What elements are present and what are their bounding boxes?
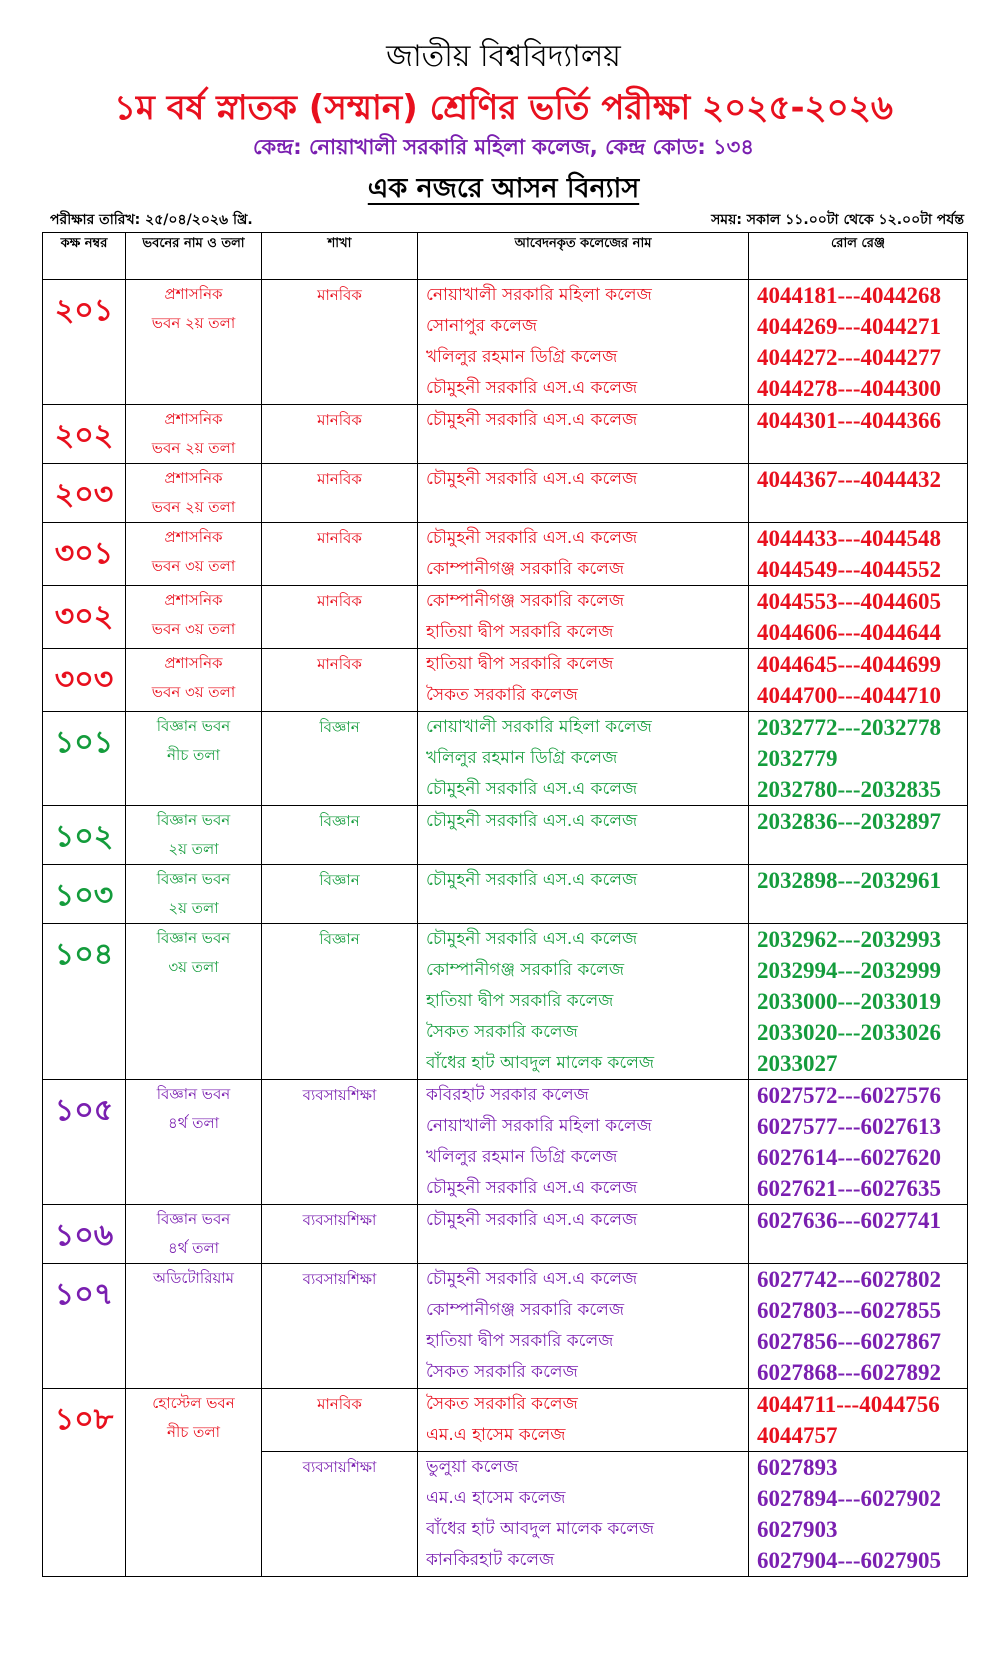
seat-plan-heading [0, 168, 1007, 213]
building-line: অডিটোরিয়াম [153, 1269, 234, 1287]
room-number: ৩০২ [43, 586, 126, 649]
branch: বিজ্ঞান [262, 712, 418, 806]
college-name: চৌমুহনী সরকারি এস.এ কলেজ [426, 378, 638, 398]
roll-range-list [749, 649, 968, 712]
college-name: ভুলুয়া কলেজ [426, 1457, 519, 1477]
building-line: ৩য় তলা [168, 958, 219, 976]
roll-range: 6027868---6027892 [757, 1360, 941, 1385]
room-number: ১০৫ [43, 1080, 126, 1205]
roll-range: 4044433---4044548 [757, 526, 941, 551]
college-name: সৈকত সরকারি কলেজ [426, 1394, 578, 1414]
branch: বিজ্ঞান [262, 865, 418, 924]
college-list [418, 712, 749, 806]
college-name: সোনাপুর কলেজ [426, 316, 538, 336]
roll-range: 2032962---2032993 [757, 927, 941, 952]
table-row [43, 865, 968, 924]
college-list [418, 865, 749, 924]
building-line: ২য় তলা [168, 899, 219, 917]
roll-range: 4044181---4044268 [757, 283, 941, 308]
building-floor [126, 1080, 262, 1205]
university-name: জাতীয় বিশ্ববিদ্যালয় [386, 39, 621, 74]
college-name: চৌমুহনী সরকারি এস.এ কলেজ [426, 469, 638, 489]
college-name: চৌমুহনী সরকারি এস.এ কলেজ [426, 410, 638, 430]
roll-range: 6027577---6027613 [757, 1114, 941, 1139]
room-number: ১০৭ [43, 1264, 126, 1389]
building-line: প্রশাসনিক [164, 410, 223, 428]
building-line: ৪র্থ তলা [168, 1239, 219, 1257]
college-list [418, 1080, 749, 1205]
college-name: চৌমুহনী সরকারি এস.এ কলেজ [426, 811, 638, 831]
college-list [418, 806, 749, 865]
college-list [418, 924, 749, 1080]
table-row [43, 1264, 968, 1389]
building-line: বিজ্ঞান ভবন [156, 870, 231, 888]
building-floor [126, 1389, 262, 1577]
building-line: ভবন ২য় তলা [151, 439, 236, 457]
roll-range: 2032780---2032835 [757, 777, 941, 802]
building-floor [126, 280, 262, 405]
building-floor [126, 464, 262, 523]
building-floor [126, 523, 262, 586]
roll-range-list [749, 924, 968, 1080]
building-floor [126, 712, 262, 806]
room-number: ১০৩ [43, 865, 126, 924]
college-name: হাতিয়া দ্বীপ সরকারি কলেজ [426, 1331, 614, 1351]
seat-plan-title: এক নজরে আসন বিন্যাস [367, 173, 640, 204]
room-number: ৩০১ [43, 523, 126, 586]
building-line: প্রশাসনিক [164, 654, 223, 672]
roll-range: 4044645---4044699 [757, 652, 941, 677]
college-name: চৌমুহনী সরকারি এস.এ কলেজ [426, 779, 638, 799]
roll-range-list [749, 712, 968, 806]
roll-range: 4044367---4044432 [757, 467, 941, 492]
building-line: ভবন ২য় তলা [151, 314, 236, 332]
room-number: ৩০৩ [43, 649, 126, 712]
exam-date: পরীক্ষার তারিখ: ২৫/০৪/২০২৬ খ্রি. [50, 212, 253, 228]
room-number: ১০৪ [43, 924, 126, 1080]
center-info: কেন্দ্র: নোয়াখালী সরকারি মহিলা কলেজ, কেন্দ্র কোড: ১৩৪ [253, 135, 754, 159]
roll-range: 4044269---4044271 [757, 314, 941, 339]
college-name: সৈকত সরকারি কলেজ [426, 1362, 578, 1382]
table-row [43, 523, 968, 586]
roll-range: 6027894---6027902 [757, 1486, 941, 1511]
table-row [43, 1080, 968, 1205]
roll-range: 2032779 [757, 746, 838, 771]
roll-range: 2032772---2032778 [757, 715, 941, 740]
room-number: ১০৬ [43, 1205, 126, 1264]
roll-range-list [749, 1264, 968, 1389]
college-list [418, 280, 749, 405]
roll-range: 2033027 [757, 1051, 838, 1076]
building-floor [126, 924, 262, 1080]
roll-range: 2033020---2033026 [757, 1020, 941, 1045]
branch: মানবিক [262, 280, 418, 405]
table-row [43, 649, 968, 712]
table-row [43, 280, 968, 405]
building-floor [126, 865, 262, 924]
roll-range: 2032898---2032961 [757, 868, 941, 893]
building-line: বিজ্ঞান ভবন [156, 929, 231, 947]
branch: মানবিক [262, 464, 418, 523]
college-name: নোয়াখালী সরকারি মহিলা কলেজ [426, 717, 652, 737]
roll-range-list [749, 523, 968, 586]
roll-range: 6027742---6027802 [757, 1267, 941, 1292]
college-name: চৌমুহনী সরকারি এস.এ কলেজ [426, 1178, 638, 1198]
building-line: ৪র্থ তলা [168, 1114, 219, 1132]
header-branch: শাখা [262, 233, 418, 280]
roll-range: 6027621---6027635 [757, 1176, 941, 1201]
college-name: সৈকত সরকারি কলেজ [426, 1022, 578, 1042]
roll-range: 4044301---4044366 [757, 408, 941, 433]
header-room: কক্ষ নম্বর [43, 233, 126, 280]
college-name: কানকিরহাট কলেজ [426, 1550, 555, 1570]
college-name: চৌমুহনী সরকারি এস.এ কলেজ [426, 929, 638, 949]
building-line: বিজ্ঞান ভবন [156, 717, 231, 735]
seat-plan-table [42, 232, 968, 1577]
roll-range-list [749, 1452, 968, 1577]
college-list [418, 1205, 749, 1264]
building-line: ভবন ৩য় তলা [151, 683, 236, 701]
college-name: হাতিয়া দ্বীপ সরকারি কলেজ [426, 654, 614, 674]
roll-range: 4044278---4044300 [757, 376, 941, 401]
branch: বিজ্ঞান [262, 806, 418, 865]
college-list [418, 586, 749, 649]
college-name: খলিলুর রহমান ডিগ্রি কলেজ [426, 748, 618, 768]
building-line: হোস্টেল ভবন [152, 1394, 235, 1412]
roll-range: 6027893 [757, 1455, 838, 1480]
college-name: সৈকত সরকারি কলেজ [426, 685, 578, 705]
roll-range: 6027903 [757, 1517, 838, 1542]
college-list [418, 523, 749, 586]
roll-range-list [749, 806, 968, 865]
roll-range-list [749, 280, 968, 405]
roll-range: 4044606---4044644 [757, 620, 941, 645]
college-name: এম.এ হাসেম কলেজ [426, 1425, 566, 1445]
roll-range: 6027614---6027620 [757, 1145, 941, 1170]
building-floor [126, 806, 262, 865]
building-line: ভবন ৩য় তলা [151, 620, 236, 638]
roll-range-list [749, 1389, 968, 1452]
roll-range: 4044549---4044552 [757, 557, 941, 582]
branch: মানবিক [262, 523, 418, 586]
college-list [418, 1264, 749, 1389]
room-number: ২০২ [43, 405, 126, 464]
college-name: কবিরহাট সরকার কলেজ [426, 1085, 589, 1105]
roll-range: 4044553---4044605 [757, 589, 941, 614]
room-number: ১০২ [43, 806, 126, 865]
roll-range-list [749, 586, 968, 649]
branch: বিজ্ঞান [262, 924, 418, 1080]
college-list [418, 1452, 749, 1577]
college-name: চৌমুহনী সরকারি এস.এ কলেজ [426, 870, 638, 890]
college-name: বাঁধের হাট আবদুল মালেক কলেজ [426, 1519, 655, 1539]
branch: ব্যবসায়শিক্ষা [262, 1080, 418, 1205]
table-row [43, 586, 968, 649]
building-line: ভবন ২য় তলা [151, 498, 236, 516]
branch: ব্যবসায়শিক্ষা [262, 1452, 418, 1577]
building-line: নীচ তলা [167, 746, 220, 764]
table-row [43, 924, 968, 1080]
college-name: নোয়াখালী সরকারি মহিলা কলেজ [426, 285, 652, 305]
table-row [43, 712, 968, 806]
building-line: প্রশাসনিক [164, 528, 223, 546]
roll-range-list [749, 1080, 968, 1205]
roll-range: 2033000---2033019 [757, 989, 941, 1014]
building-line: বিজ্ঞান ভবন [156, 1085, 231, 1103]
table-row [43, 464, 968, 523]
roll-range-list [749, 464, 968, 523]
building-line: ভবন ৩য় তলা [151, 557, 236, 575]
branch: ব্যবসায়শিক্ষা [262, 1205, 418, 1264]
college-name: এম.এ হাসেম কলেজ [426, 1488, 566, 1508]
college-name: কোম্পানীগঞ্জ সরকারি কলেজ [426, 960, 625, 980]
header-building: ভবনের নাম ও তলা [126, 233, 262, 280]
college-name: চৌমুহনী সরকারি এস.এ কলেজ [426, 1210, 638, 1230]
building-floor [126, 405, 262, 464]
roll-range: 4044700---4044710 [757, 683, 941, 708]
college-name: কোম্পানীগঞ্জ সরকারি কলেজ [426, 1300, 625, 1320]
branch: মানবিক [262, 586, 418, 649]
branch: ব্যবসায়শিক্ষা [262, 1264, 418, 1389]
roll-range-list [749, 405, 968, 464]
roll-range: 4044272---4044277 [757, 345, 941, 370]
exam-title: ১ম বর্ষ স্নাতক (সম্মান) শ্রেণির ভর্তি পরীক্ষা ২০২৫-২০২৬ [113, 88, 893, 128]
building-floor [126, 586, 262, 649]
header-roll-range: রোল রেঞ্জ [749, 233, 968, 280]
building-line: বিজ্ঞান ভবন [156, 1210, 231, 1228]
building-line: ২য় তলা [168, 840, 219, 858]
building-floor [126, 649, 262, 712]
college-list [418, 405, 749, 464]
building-floor [126, 1264, 262, 1389]
room-number: ১০১ [43, 712, 126, 806]
branch: মানবিক [262, 1389, 418, 1452]
building-line: বিজ্ঞান ভবন [156, 811, 231, 829]
college-name: হাতিয়া দ্বীপ সরকারি কলেজ [426, 991, 614, 1011]
roll-range: 2032836---2032897 [757, 809, 941, 834]
roll-range: 6027636---6027741 [757, 1208, 941, 1233]
branch: মানবিক [262, 405, 418, 464]
table-row [43, 806, 968, 865]
college-list [418, 649, 749, 712]
roll-range: 4044757 [757, 1423, 838, 1448]
table-body [43, 280, 968, 1577]
college-name: হাতিয়া দ্বীপ সরকারি কলেজ [426, 622, 614, 642]
college-list [418, 1389, 749, 1452]
table-header-row [43, 233, 968, 280]
college-name: বাঁধের হাট আবদুল মালেক কলেজ [426, 1053, 655, 1073]
college-name: কোম্পানীগঞ্জ সরকারি কলেজ [426, 591, 625, 611]
table-row [43, 405, 968, 464]
room-number: ২০১ [43, 280, 126, 405]
room-number: ১০৮ [43, 1389, 126, 1577]
roll-range-list [749, 1205, 968, 1264]
roll-range-list [749, 865, 968, 924]
building-line: প্রশাসনিক [164, 469, 223, 487]
building-floor [126, 1205, 262, 1264]
college-name: চৌমুহনী সরকারি এস.এ কলেজ [426, 528, 638, 548]
roll-range: 4044711---4044756 [757, 1392, 940, 1417]
table-row [43, 1389, 968, 1452]
building-line: নীচ তলা [167, 1423, 220, 1441]
college-name: খলিলুর রহমান ডিগ্রি কলেজ [426, 1147, 618, 1167]
college-list [418, 464, 749, 523]
roll-range: 6027904---6027905 [757, 1548, 941, 1573]
roll-range: 6027803---6027855 [757, 1298, 941, 1323]
table-row [43, 1205, 968, 1264]
building-line: প্রশাসনিক [164, 591, 223, 609]
exam-time: সময়: সকাল ১১.০০টা থেকে ১২.০০টা পর্যন্ত [711, 212, 964, 228]
college-name: খলিলুর রহমান ডিগ্রি কলেজ [426, 347, 618, 367]
college-name: চৌমুহনী সরকারি এস.এ কলেজ [426, 1269, 638, 1289]
branch: মানবিক [262, 649, 418, 712]
roll-range: 6027856---6027867 [757, 1329, 941, 1354]
college-name: নোয়াখালী সরকারি মহিলা কলেজ [426, 1116, 652, 1136]
roll-range: 6027572---6027576 [757, 1083, 941, 1108]
building-line: প্রশাসনিক [164, 285, 223, 303]
header-college: আবেদনকৃত কলেজের নাম [418, 233, 749, 280]
roll-range: 2032994---2032999 [757, 958, 941, 983]
room-number: ২০৩ [43, 464, 126, 523]
college-name: কোম্পানীগঞ্জ সরকারি কলেজ [426, 559, 625, 579]
